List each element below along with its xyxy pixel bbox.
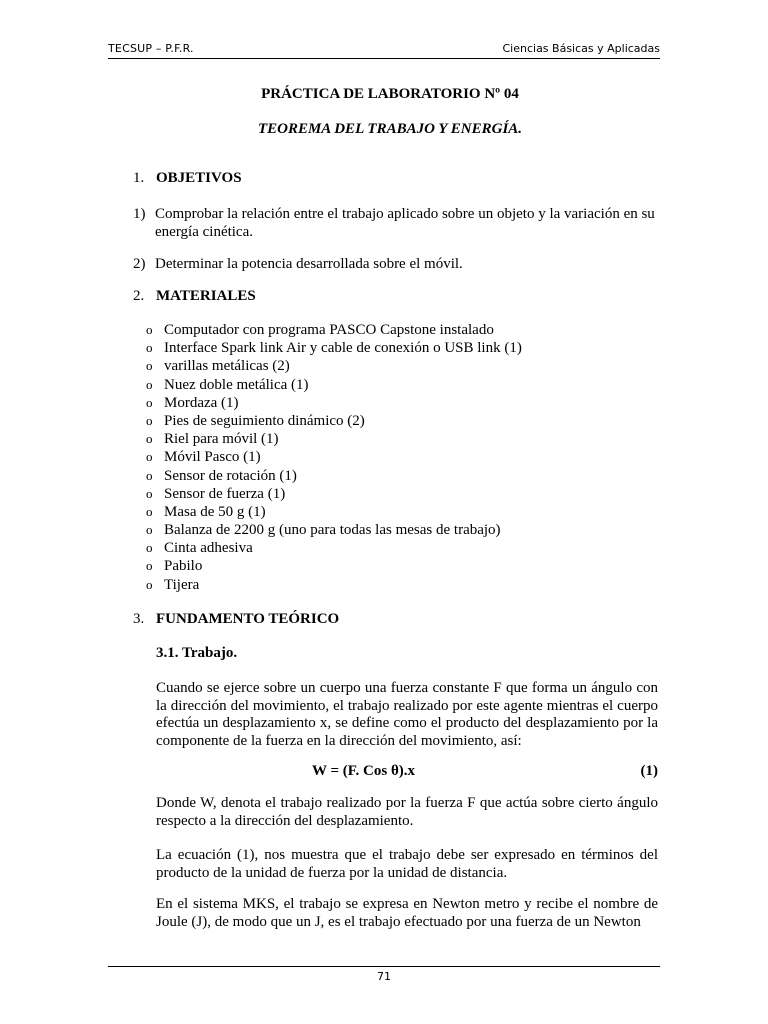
- section-number: 1.: [133, 170, 145, 186]
- subsection-heading: 3.1. Trabajo.: [156, 645, 238, 661]
- section-number: 2.: [133, 288, 145, 304]
- bullet: o: [146, 522, 153, 538]
- bullet: o: [146, 558, 153, 574]
- page-header: [108, 40, 660, 59]
- list-item: o Computador con programa PASCO Capstone instalado: [146, 322, 494, 338]
- section-objetivos-heading: [133, 170, 242, 187]
- section-title: FUNDAMENTO TEÓRICO: [156, 611, 340, 627]
- bullet: o: [146, 394, 153, 410]
- list-item: o varillas metálicas (2): [146, 358, 290, 375]
- bullet: o: [146, 449, 153, 465]
- footer-rule: [108, 966, 660, 967]
- bullet: o: [146, 376, 153, 392]
- bullet: o: [146, 412, 153, 428]
- list-item: o Balanza de 2200 g (uno para todas las mesas de trabajo): [146, 522, 501, 539]
- list-item: o Pies de seguimiento dinámico (2): [146, 412, 365, 429]
- list-item: o Masa de 50 g (1): [146, 503, 266, 520]
- section-fundamento-heading: [133, 611, 339, 628]
- paragraph: La ecuación (1), nos muestra que el trabajo debe ser expresado en términos del producto de la unidad de fuerza por la unidad de distancia.: [156, 847, 658, 881]
- list-item: o Tijera: [146, 576, 200, 593]
- list-item: o Sensor de fuerza (1): [146, 485, 286, 502]
- list-item: o Sensor de rotación (1): [146, 467, 297, 484]
- objective-item: [133, 205, 660, 241]
- list-item: o Móvil Pasco (1): [146, 449, 261, 466]
- equation: W = (F. Cos θ).x: [312, 763, 416, 779]
- objective-text: Determinar la potencia desarrollada sobre el móvil.: [155, 256, 463, 272]
- paragraph: Cuando se ejerce sobre un cuerpo una fuerza constante F que forma un ángulo con la dirección del movimiento, el trabajo realizado por este agente mientras el cuerpo efectúa un desplazamiento x, se define como el producto del desplazamiento por la componente de la fuerza en la dirección del movimiento, así:: [156, 680, 658, 749]
- header-left: TECSUP – P.F.R.: [108, 42, 194, 55]
- list-item: o Nuez doble metálica (1): [146, 376, 309, 393]
- equation-row: [156, 763, 658, 781]
- objective-number: 2): [133, 256, 146, 272]
- list-item: o Mordaza (1): [146, 394, 239, 411]
- header-right: Ciencias Básicas y Aplicadas: [502, 42, 660, 55]
- bullet: o: [146, 322, 153, 337]
- list-item: o Interface Spark link Air y cable de conexión o USB link (1): [146, 340, 522, 357]
- list-item: o Cinta adhesiva: [146, 540, 253, 557]
- bullet: o: [146, 540, 153, 556]
- document-subtitle: TEOREMA DEL TRABAJO Y ENERGÍA.: [257, 121, 523, 137]
- section-title: OBJETIVOS: [156, 170, 242, 186]
- bullet: o: [146, 358, 153, 374]
- objective-item: [133, 255, 660, 273]
- document-title: PRÁCTICA DE LABORATORIO Nº 04: [261, 86, 519, 102]
- materials-list: [146, 321, 522, 594]
- objective-text: Comprobar la relación entre el trabajo aplicado sobre un objeto y la variación en su energía cinética.: [155, 206, 655, 240]
- section-number: 3.: [133, 611, 145, 627]
- section-materiales-heading: [133, 288, 256, 305]
- bullet: o: [146, 503, 153, 519]
- paragraph: En el sistema MKS, el trabajo se expresa en Newton metro y recibe el nombre de Joule (J), de modo que un J, es el trabajo efectuado por una fuerza de un Newton: [156, 896, 658, 930]
- list-item: o Pabilo: [146, 558, 203, 575]
- bullet: o: [146, 485, 153, 501]
- equation-number: (1): [640, 763, 658, 779]
- bullet: o: [146, 431, 153, 447]
- bullet: o: [146, 576, 153, 592]
- paragraph: Donde W, denota el trabajo realizado por la fuerza F que actúa sobre cierto ángulo respecto a la dirección del desplazamiento.: [156, 795, 658, 829]
- section-title: MATERIALES: [156, 288, 256, 304]
- list-item: o Riel para móvil (1): [146, 431, 279, 448]
- bullet: o: [146, 340, 153, 356]
- page-number: 71: [377, 970, 391, 983]
- bullet: o: [146, 467, 153, 483]
- objective-number: 1): [133, 206, 146, 222]
